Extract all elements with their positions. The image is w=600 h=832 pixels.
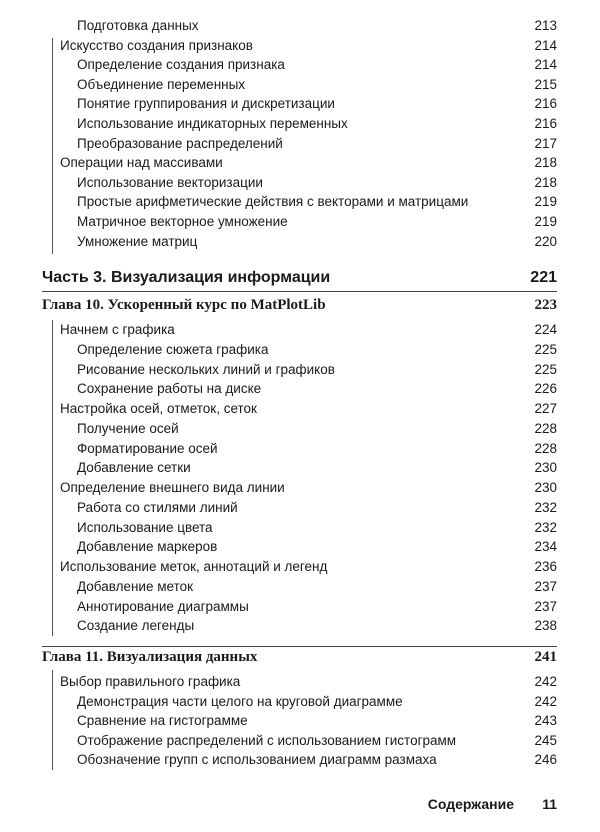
toc-entry [0,711,600,731]
toc-entry-page: 216 [534,96,557,112]
chapter-11-heading [0,647,600,667]
toc-entry-title: Понятие группирования и дискретизации [77,96,335,112]
toc-entry-title: Добавление меток [77,578,194,594]
toc-entry [0,537,600,557]
toc-entry-page: 219 [534,194,557,210]
toc-entry [0,478,600,498]
toc-entry-title: Сохранение работы на диске [77,381,262,397]
toc-entry-page: 246 [534,752,557,767]
toc-entry-title: Получение осей [77,420,179,436]
toc-entry-page: 236 [534,559,557,574]
chapter-11-title: Глава 11. Визуализация данных [42,649,258,665]
part-heading [0,268,600,288]
toc-entry [0,36,600,56]
toc-entry-title: Форматирование осей [77,440,218,456]
toc-entry-page: 245 [534,732,557,748]
toc-entry-title: Добавление маркеров [77,539,218,555]
footer-page-number: 11 [542,796,557,812]
toc-entry-page: 218 [534,155,557,171]
toc-entry [0,399,600,419]
toc-entry-page: 220 [534,233,557,249]
toc-entry-title: Использование цвета [77,519,213,535]
toc-entry [0,597,600,617]
chapter-11-page: 241 [534,649,557,665]
toc-entry-title: Объединение переменных [77,76,246,92]
toc-entry-page: 213 [534,18,557,33]
toc-entry [0,173,600,193]
toc-entry-page: 237 [534,578,557,594]
toc-entry-page: 228 [534,440,557,456]
toc-entry-title: Обозначение групп с использованием диаграмм размаха [77,752,437,767]
toc-entry-title: Определение внешнего вида линии [60,480,285,495]
chapter-10-heading [0,295,600,315]
chapter-10-page: 223 [534,297,557,313]
toc-entry-page: 225 [534,361,557,377]
toc-entry-title: Использование векторизации [77,174,263,190]
toc-entry-page: 224 [534,322,557,337]
toc-entry-page: 238 [534,618,557,634]
part-page: 221 [530,269,557,286]
toc-entry-page: 226 [534,381,557,397]
toc-entry-title: Использование индикаторных переменных [77,116,348,131]
toc-entry-page: 218 [534,174,557,190]
toc-entry-page: 214 [534,57,557,73]
toc-entry [0,692,600,712]
toc-entry [0,232,600,252]
toc-entry-title: Преобразование распределений [77,135,283,151]
toc-entry [0,94,600,114]
toc-entry-page: 228 [534,420,557,436]
toc-entry-title: Выбор правильного графика [60,674,241,689]
toc-entry-title: Операции над массивами [60,155,223,171]
toc-entry-page: 216 [534,116,557,131]
toc-entry [0,340,600,360]
toc-entry [0,750,600,770]
toc-entry-title: Создание легенды [77,618,195,634]
toc-entry [0,55,600,75]
toc-entry-page: 242 [534,674,557,689]
toc-entry-title: Подготовка данных [77,18,199,33]
toc-entry [0,557,600,577]
toc-entry-title: Демонстрация части целого на круговой диаграмме [77,693,403,709]
chapter-10-title: Глава 10. Ускоренный курс по MatPlotLib [42,297,326,313]
toc-entry-title: Простые арифметические действия с векторами и матрицами [77,194,469,210]
toc-entry-title: Начнем с графика [60,322,175,337]
toc-entry [0,212,600,232]
toc-entry-title: Определение создания признака [77,57,285,73]
toc-entry [0,16,600,36]
toc-entry-page: 225 [534,341,557,357]
toc-entry-title: Матричное векторное умножение [77,214,288,229]
toc-entry [0,192,600,212]
footer-section-title: Содержание [427,796,514,812]
toc-entry-page: 242 [534,693,557,709]
toc-entry [0,153,600,173]
toc-entry [0,134,600,154]
toc-entry-page: 230 [534,460,557,476]
toc-entry-page: 219 [534,214,557,229]
toc-entry [0,379,600,399]
toc-entry-title: Рисование нескольких линий и графиков [77,361,335,377]
toc-entry-title: Сравнение на гистограмме [77,713,248,728]
toc-entry [0,360,600,380]
toc-entry [0,458,600,478]
toc-entry-page: 214 [534,37,557,53]
toc-entry-title: Работа со стилями линий [77,499,238,515]
toc-entry-title: Использование меток, аннотаций и легенд [60,559,328,574]
toc-entry-page: 232 [534,499,557,515]
toc-entry-page: 217 [534,135,557,151]
toc-entry-page: 230 [534,480,557,495]
toc-entry-title: Аннотирование диаграммы [77,598,249,614]
toc-entry [0,114,600,134]
toc-entry-title: Искусство создания признаков [60,37,253,53]
toc-entry-title: Добавление сетки [77,460,191,476]
toc-entry [0,498,600,518]
toc-entry-page: 237 [534,598,557,614]
toc-entry [0,672,600,692]
part-title: Часть 3. Визуализация информации [42,269,331,286]
toc-entry-page: 215 [534,76,557,92]
toc-entry [0,616,600,636]
toc-entry [0,439,600,459]
toc-entry [0,731,600,751]
toc-entry [0,577,600,597]
toc-entry-page: 227 [534,401,557,416]
toc-entry [0,419,600,439]
toc-entry [0,518,600,538]
toc-entry-title: Отображение распределений с использованием гистограмм [77,732,457,748]
toc-entry-page: 243 [534,713,557,728]
part-divider [42,291,557,292]
toc-entry-title: Умножение матриц [77,233,198,249]
toc-entry-page: 234 [534,539,557,555]
toc-entry-title: Определение сюжета графика [77,341,269,357]
toc-entry-title: Настройка осей, отметок, сеток [60,401,257,416]
toc-entry-page: 232 [534,519,557,535]
toc-entry [0,75,600,95]
toc-entry [0,320,600,340]
